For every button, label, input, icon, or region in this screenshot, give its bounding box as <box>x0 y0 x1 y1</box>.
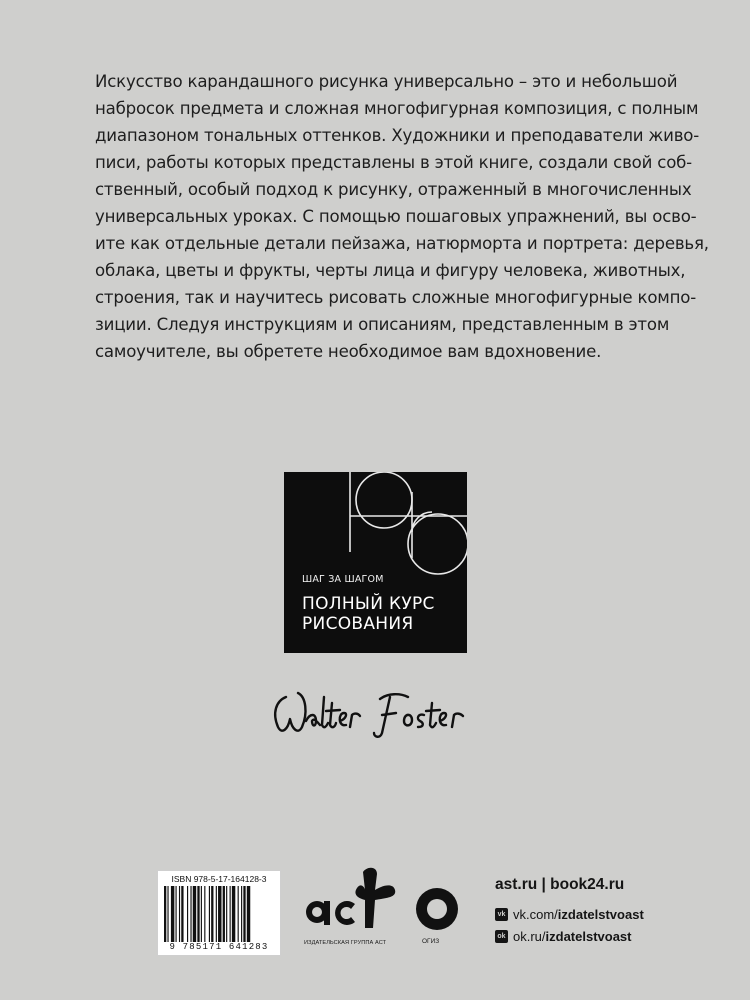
ast-caption: ИЗДАТЕЛЬСКАЯ ГРУППА АСТ <box>304 940 387 946</box>
barcode-bar <box>238 886 239 942</box>
barcode-bars <box>164 886 274 942</box>
barcode-bar <box>211 886 213 942</box>
series-logo-box <box>284 472 467 653</box>
barcode-bar <box>247 886 250 942</box>
blurb-line: Искусство карандашного рисунка универсально – это и небольшой <box>95 72 678 91</box>
barcode-bar <box>164 886 166 942</box>
barcode-bar <box>190 886 191 942</box>
publisher-websites[interactable]: ast.ru | book24.ru <box>495 876 625 893</box>
blurb-line: набросок предмета и сложная многофигурная композиция, с полным <box>95 99 699 118</box>
vk-icon: vk <box>495 908 508 921</box>
barcode-bar <box>193 886 196 942</box>
blurb-line: самоучителе, вы обретете необходимое вам вдохновение. <box>95 342 602 361</box>
barcode-bar <box>216 886 217 942</box>
series-label: ШАГ ЗА ШАГОМ <box>302 574 384 585</box>
walter-foster-signature-logo <box>268 683 483 745</box>
barcode-digits: 9 785171 641283 <box>169 942 269 952</box>
blurb-line: зиции. Следуя инструкциям и описаниям, представленным в этом <box>95 315 670 334</box>
ogiz-caption: ОГИЗ <box>422 938 440 945</box>
ok-icon: ok <box>495 930 508 943</box>
ok-link-text: ok.ru/izdatelstvoast <box>513 928 632 944</box>
barcode-bar <box>241 886 242 942</box>
blurb-line: облака, цветы и фрукты, черты лица и фигуру человека, животных, <box>95 261 686 280</box>
barcode-bar <box>223 886 225 942</box>
barcode-bar <box>226 886 227 942</box>
blurb-line: писи, работы которых представлены в этой книге, создали свой соб- <box>95 153 692 172</box>
barcode-bar <box>176 886 177 942</box>
barcode-bar <box>243 886 245 942</box>
ast-publisher-logo <box>303 866 398 940</box>
barcode-bar <box>232 886 235 942</box>
barcode-bar <box>209 886 210 942</box>
barcode-bar <box>197 886 199 942</box>
blurb-line: ственный, особый подход к рисунку, отраженный в многочисленных <box>95 180 692 199</box>
vk-link-text: vk.com/izdatelstvoast <box>513 906 644 922</box>
blurb-line: ите как отдельные детали пейзажа, натюрморта и портрета: деревья, <box>95 234 709 253</box>
isbn-barcode <box>157 870 281 956</box>
barcode-bar <box>230 886 231 942</box>
vk-link[interactable] <box>495 906 644 922</box>
blurb-line: универсальных уроках. С помощью пошаговых упражнений, вы осво- <box>95 207 697 226</box>
barcode-bar <box>179 886 180 942</box>
series-title-line: РИСОВАНИЯ <box>302 614 414 634</box>
barcode-bar <box>204 886 205 942</box>
ogiz-imprint-logo <box>414 886 460 932</box>
barcode-bar <box>181 886 183 942</box>
barcode-bar <box>171 886 174 942</box>
ok-link[interactable] <box>495 928 632 944</box>
blurb-line: диапазоном тональных оттенков. Художники и преподаватели живо- <box>95 126 700 145</box>
series-title <box>302 594 435 634</box>
barcode-bar <box>218 886 221 942</box>
barcode-bar <box>167 886 168 942</box>
barcode-bar <box>201 886 202 942</box>
back-cover-blurb <box>95 68 709 365</box>
barcode-bar <box>187 886 188 942</box>
isbn-number: ISBN 978-5-17-164128-3 <box>171 874 267 884</box>
blurb-line: строения, так и научитесь рисовать сложные многофигурные компо- <box>95 288 696 307</box>
series-title-line: ПОЛНЫЙ КУРС <box>302 594 435 614</box>
